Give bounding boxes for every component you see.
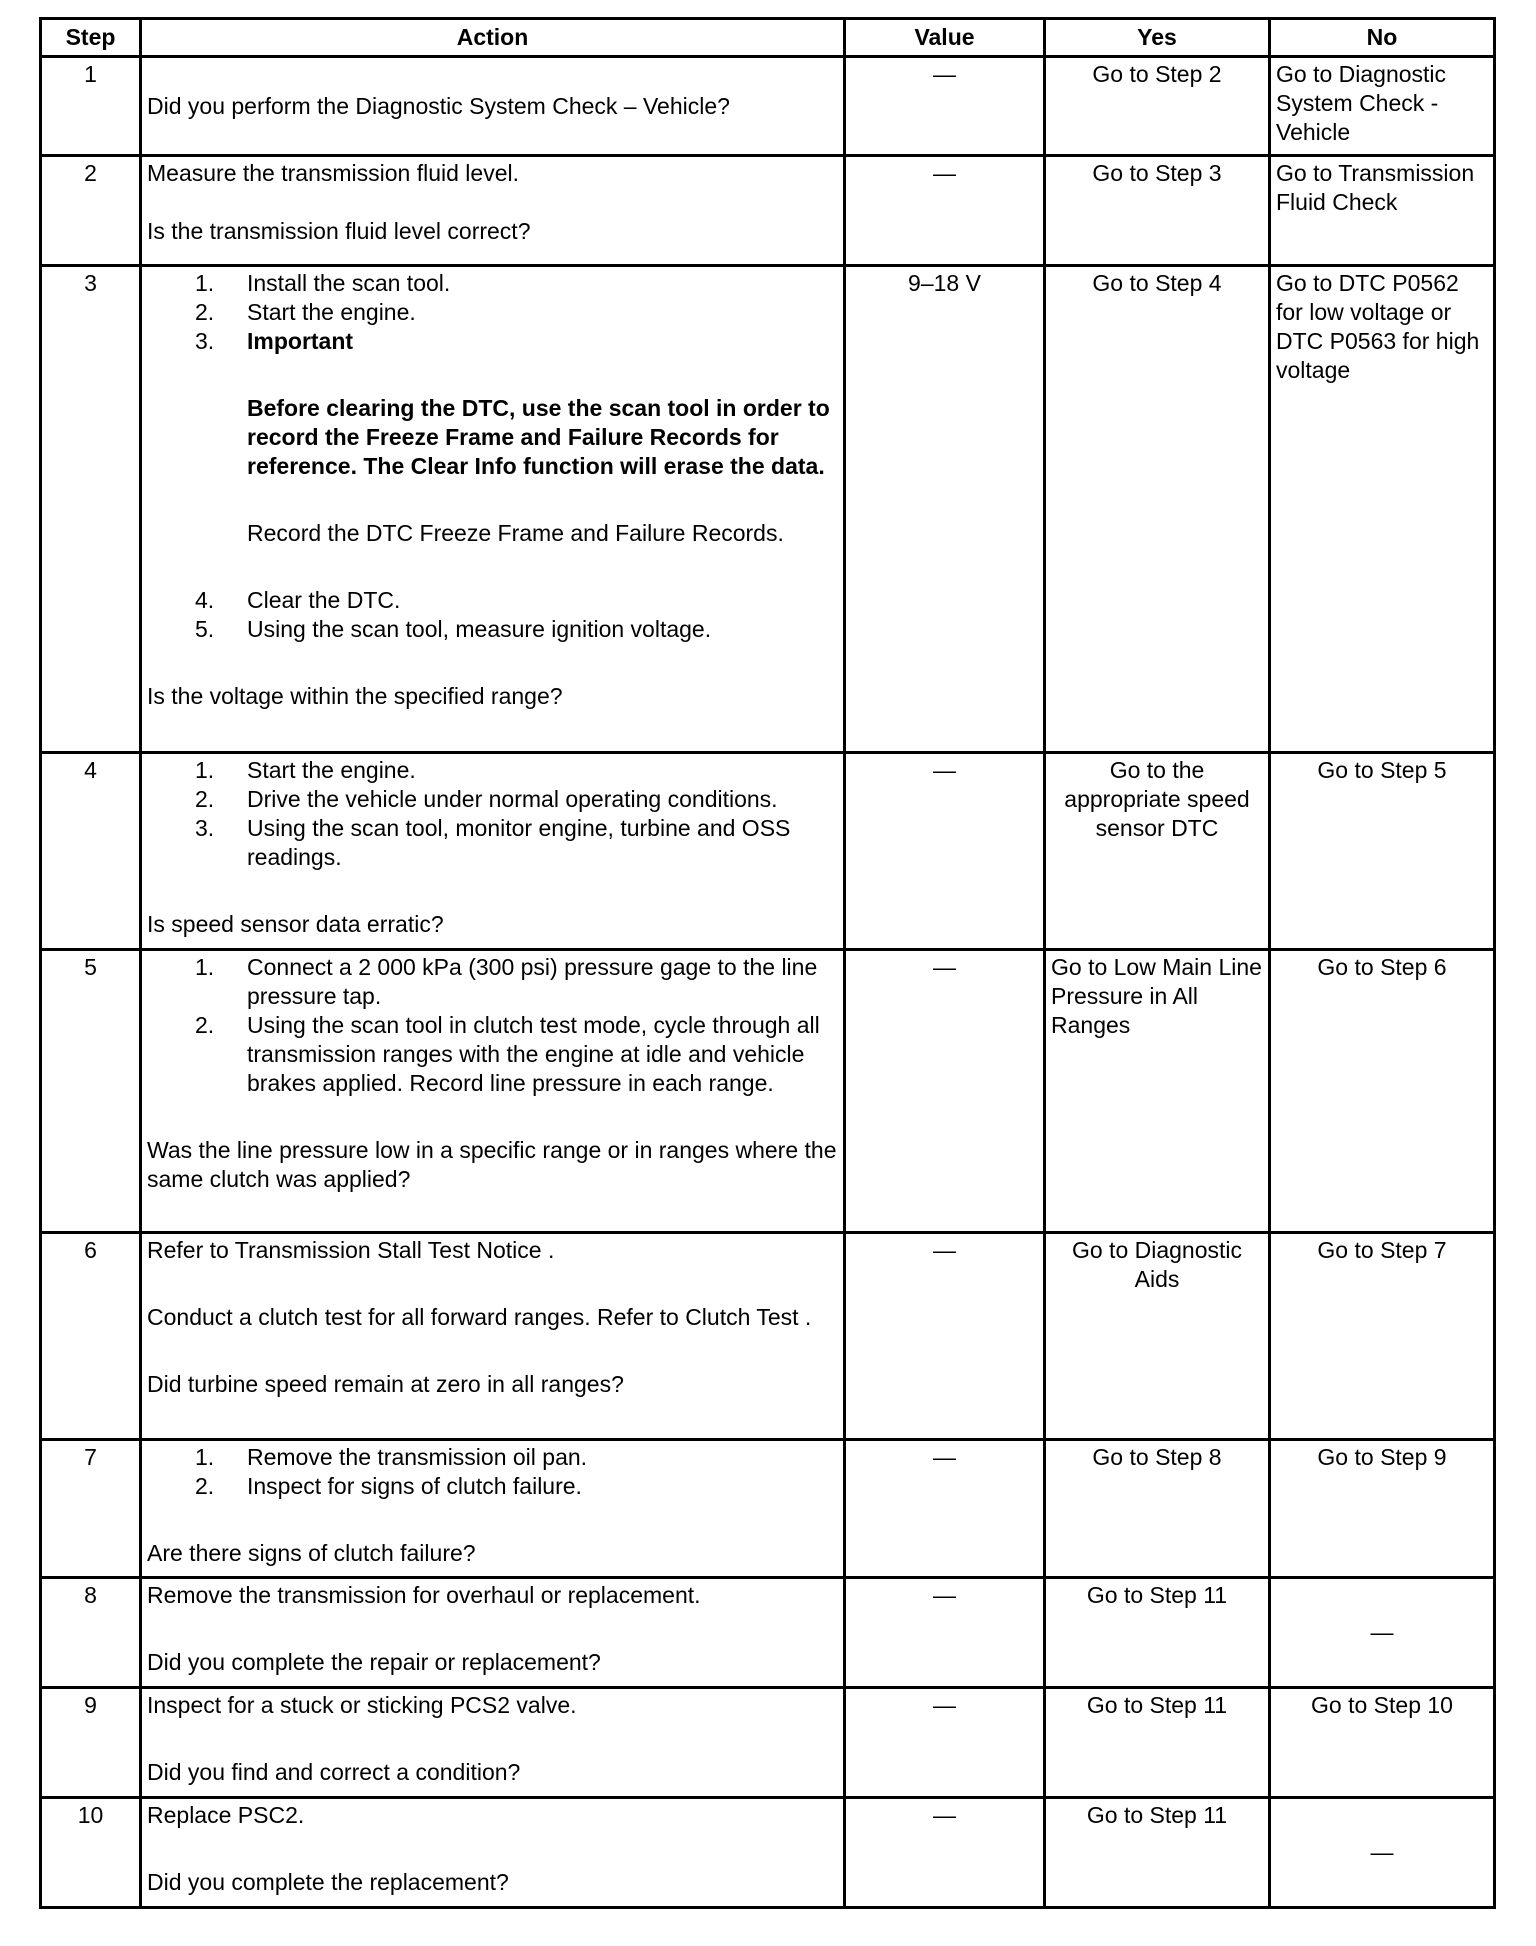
record-text: Record the DTC Freeze Frame and Failure Records. — [247, 520, 784, 546]
action-text: Remove the transmission for overhaul or replacement. — [147, 1582, 701, 1608]
action-cell — [141, 266, 845, 753]
action-question: Did turbine speed remain at zero in all ranges? — [147, 1371, 624, 1397]
step-number: 5 — [41, 950, 141, 1233]
step-text: Start the engine. — [247, 299, 416, 325]
step-text: Drive the vehicle under normal operating conditions. — [247, 786, 778, 812]
step-text: Inspect for signs of clutch failure. — [247, 1473, 582, 1499]
action-question: Are there signs of clutch failure? — [147, 1540, 476, 1566]
list-item: 3. Important — [195, 328, 354, 354]
table-row — [41, 1233, 1495, 1440]
action-text: Measure the transmission fluid level. — [147, 160, 519, 186]
important-text: Before clearing the DTC, use the scan tool in order to record the Freeze Frame and Failure Records for reference. The Clear Info function will erase the data. — [247, 395, 830, 479]
action-question: Is the transmission fluid level correct? — [147, 218, 531, 244]
step-text: Connect a 2 000 kPa (300 psi) pressure gage to the line pressure tap. — [247, 954, 818, 1009]
action-question: Was the line pressure low in a specific range or in ranges where the same clutch was applied? — [147, 1137, 837, 1192]
yes-cell: Go to Step 11 — [1045, 1578, 1270, 1688]
no-cell: Go to Step 6 — [1270, 950, 1495, 1233]
yes-cell: Go to Step 3 — [1045, 156, 1270, 266]
table-row — [41, 1688, 1495, 1798]
action-question: Did you perform the Diagnostic System Check – Vehicle? — [147, 92, 730, 119]
table-row — [41, 57, 1495, 156]
action-cell — [141, 57, 845, 156]
no-cell: — — [1270, 1798, 1495, 1908]
list-item: 1. Install the scan tool. — [195, 270, 451, 296]
action-cell — [141, 950, 845, 1233]
action-question: Did you find and correct a condition? — [147, 1759, 521, 1785]
step-number: 6 — [41, 1233, 141, 1440]
value-cell: — — [845, 1440, 1045, 1578]
action-question: Did you complete the repair or replacement? — [147, 1649, 601, 1675]
action-text: Refer to Transmission Stall Test Notice . — [147, 1237, 555, 1263]
step-text: Install the scan tool. — [247, 270, 451, 296]
list-item: 1. Remove the transmission oil pan. — [195, 1444, 588, 1470]
step-text: Remove the transmission oil pan. — [247, 1444, 588, 1470]
list-item: 1. Start the engine. — [195, 757, 416, 783]
action-question: Is speed sensor data erratic? — [147, 911, 444, 937]
table-row — [41, 753, 1495, 950]
step-number: 7 — [41, 1440, 141, 1578]
action-steps — [147, 953, 838, 1098]
action-cell — [141, 753, 845, 950]
step-text: Using the scan tool, monitor engine, turbine and OSS readings. — [247, 815, 791, 870]
table-row — [41, 1440, 1495, 1578]
step-text: Using the scan tool, measure ignition voltage. — [247, 616, 712, 642]
value-cell: 9–18 V — [845, 266, 1045, 753]
value-cell: — — [845, 156, 1045, 266]
action-text: Replace PSC2. — [147, 1802, 305, 1828]
action-steps — [147, 756, 838, 872]
table-row — [41, 266, 1495, 753]
value-cell: — — [845, 1798, 1045, 1908]
table-row — [41, 156, 1495, 266]
action-steps — [147, 1443, 838, 1501]
list-item: 2. Inspect for signs of clutch failure. — [195, 1473, 582, 1499]
action-question: Did you complete the replacement? — [147, 1869, 509, 1895]
list-item: 2. Using the scan tool in clutch test mode, cycle through all transmission ranges with the engine at idle and vehicle brakes applied. Record line pressure in each range. — [195, 1012, 820, 1096]
yes-cell: Go to Step 4 — [1045, 266, 1270, 753]
value-cell: — — [845, 753, 1045, 950]
header-value: Value — [845, 19, 1045, 57]
step-number: 3 — [41, 266, 141, 753]
action-steps — [147, 269, 838, 356]
action-cell — [141, 1798, 845, 1908]
no-cell: Go to Transmission Fluid Check — [1270, 156, 1495, 266]
step-number: 10 — [41, 1798, 141, 1908]
list-item: 2. Drive the vehicle under normal operating conditions. — [195, 786, 778, 812]
action-cell — [141, 1233, 845, 1440]
list-item: 4. Clear the DTC. — [195, 587, 401, 613]
action-cell — [141, 1688, 845, 1798]
list-item: 1. Connect a 2 000 kPa (300 psi) pressure gage to the line pressure tap. — [195, 954, 818, 1009]
value-cell: — — [845, 57, 1045, 156]
table-row — [41, 1798, 1495, 1908]
step-text: Start the engine. — [247, 757, 416, 783]
no-cell: Go to Step 9 — [1270, 1440, 1495, 1578]
step-text: Clear the DTC. — [247, 587, 401, 613]
value-cell: — — [845, 1688, 1045, 1798]
no-cell: Go to Step 10 — [1270, 1688, 1495, 1798]
action-cell — [141, 156, 845, 266]
action-cell — [141, 1578, 845, 1688]
yes-cell: Go to Low Main Line Pressure in All Ranges — [1045, 950, 1270, 1233]
yes-cell: Go to Step 2 — [1045, 57, 1270, 156]
list-item: 3. Using the scan tool, monitor engine, turbine and OSS readings. — [195, 815, 791, 870]
header-yes: Yes — [1045, 19, 1270, 57]
action-text: Conduct a clutch test for all forward ranges. Refer to Clutch Test . — [147, 1304, 812, 1330]
no-cell: Go to Step 7 — [1270, 1233, 1495, 1440]
step-number: 8 — [41, 1578, 141, 1688]
yes-cell: Go to Step 8 — [1045, 1440, 1270, 1578]
step-number: 9 — [41, 1688, 141, 1798]
table-row — [41, 1578, 1495, 1688]
table-row — [41, 950, 1495, 1233]
yes-cell: Go to the appropriate speed sensor DTC — [1045, 753, 1270, 950]
step-number: 1 — [41, 57, 141, 156]
action-question: Is the voltage within the specified range? — [147, 683, 563, 709]
action-cell — [141, 1440, 845, 1578]
yes-cell: Go to Diagnostic Aids — [1045, 1233, 1270, 1440]
no-cell: Go to Step 5 — [1270, 753, 1495, 950]
header-action: Action — [141, 19, 845, 57]
action-text: Inspect for a stuck or sticking PCS2 valve. — [147, 1692, 577, 1718]
step-number: 4 — [41, 753, 141, 950]
value-cell: — — [845, 950, 1045, 1233]
action-steps — [147, 586, 838, 644]
header-row — [41, 19, 1495, 57]
diagnostic-table — [39, 17, 1496, 1909]
no-cell: — — [1270, 1578, 1495, 1688]
important-label: Important — [247, 328, 354, 354]
yes-cell: Go to Step 11 — [1045, 1688, 1270, 1798]
yes-cell: Go to Step 11 — [1045, 1798, 1270, 1908]
step-text: Using the scan tool in clutch test mode, cycle through all transmission ranges with the engine at idle and vehicle brakes applied. Record line pressure in each range. — [247, 1012, 820, 1096]
value-cell: — — [845, 1578, 1045, 1688]
value-cell: — — [845, 1233, 1045, 1440]
no-cell: Go to DTC P0562 for low voltage or DTC P0563 for high voltage — [1270, 266, 1495, 753]
header-step: Step — [41, 19, 141, 57]
list-item: 5. Using the scan tool, measure ignition voltage. — [195, 616, 712, 642]
no-cell: Go to Diagnostic System Check - Vehicle — [1270, 57, 1495, 156]
header-no: No — [1270, 19, 1495, 57]
step-number: 2 — [41, 156, 141, 266]
list-item: 2. Start the engine. — [195, 299, 416, 325]
